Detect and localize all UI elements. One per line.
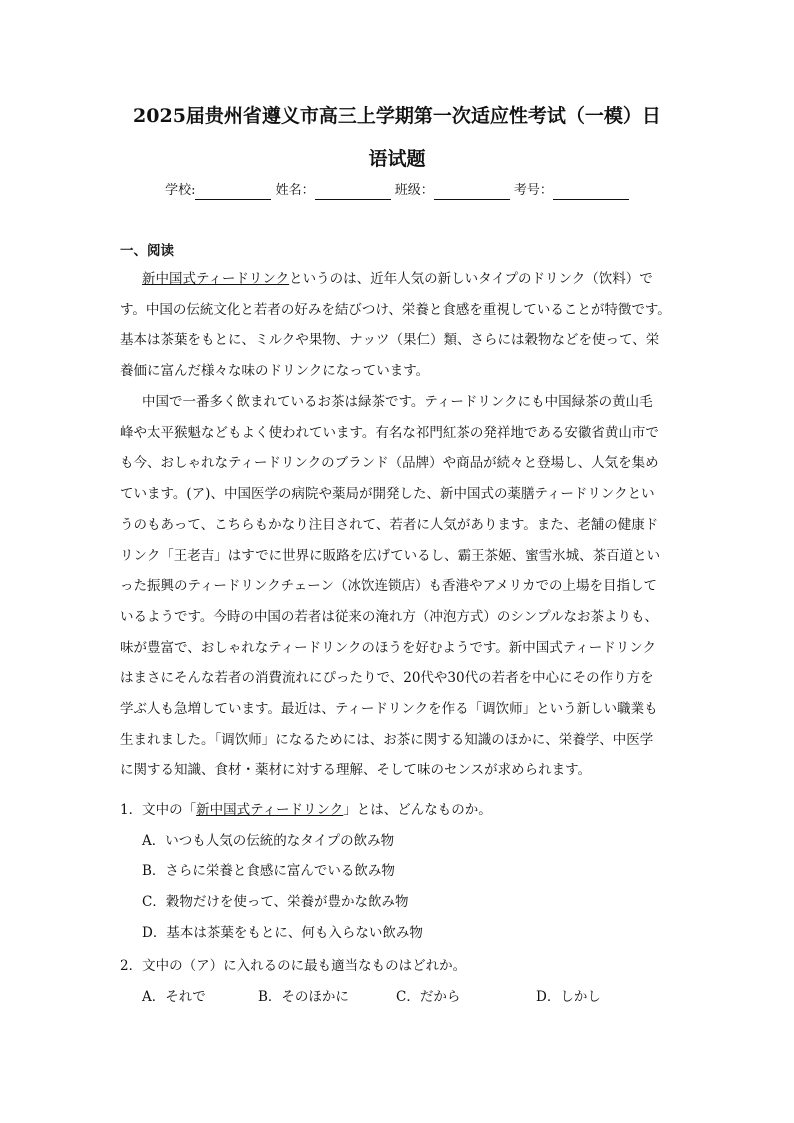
question-2-option-d[interactable]: D．しかし	[536, 989, 601, 1005]
name-label: 姓名：	[275, 183, 315, 198]
passage-line: 味が豊富で、おしゃれなティードリンクのほうを好むようです。新中国式ティードリンク	[120, 639, 656, 656]
question-2-option-a[interactable]: A．それで	[142, 989, 206, 1005]
passage-line: った振興のティードリンクチェーン（冰饮连锁店）も香港やアメリカでの上場を目指して	[120, 578, 658, 595]
passage-line: ています。(ア)、中国医学の病院や薬局が開発した、新中国式の薬膳ティードリンクとい	[120, 486, 655, 503]
student-info-row	[0, 182, 794, 200]
passage-paragraph-2	[120, 387, 680, 786]
passage-paragraph-1	[120, 264, 680, 387]
passage-line: 学ぶ人も急増しています。最近は、ティードリンクを作る「调饮师」という新しい職業も	[120, 701, 658, 718]
school-label: 学校:	[165, 183, 196, 198]
number-blank	[553, 185, 629, 200]
underlined-term: 新中国式ティードリンク	[142, 271, 290, 287]
number-label: 考号：	[513, 183, 553, 198]
school-blank	[195, 185, 271, 200]
question-1-prefix: 1．文中の「	[120, 802, 197, 818]
question-2: 2．文中の（ア）に入れるのに最も適当なものはどれか。	[120, 958, 467, 974]
passage-line: 基本は茶葉をもとに、ミルクや果物、ナッツ（果仁）類、さらには穀物などを使って、栄	[120, 332, 660, 349]
question-1-option-a[interactable]: A．いつも人気の伝統的なタイプの飲み物	[142, 833, 395, 849]
passage-line	[120, 264, 680, 295]
class-label: 班级：	[394, 183, 434, 198]
question-1-underlined: 新中国式ティードリンク	[196, 802, 344, 818]
question-1-option-d[interactable]: D．基本は茶葉をもとに、何も入らない飲み物	[142, 925, 423, 941]
passage-line: も今、おしゃれなティードリンクのブランド（品牌）や商品が続々と登場し、人気を集め	[120, 455, 659, 472]
question-2-option-b[interactable]: B．そのほかに	[258, 989, 349, 1005]
passage-text: というのは、近年人気の新しいタイプのドリンク（饮料）で	[289, 271, 653, 287]
question-2-option-c[interactable]: C．だから	[396, 989, 461, 1005]
passage-line: いるようです。今時の中国の若者は従来の淹れ方（冲泡方式）のシンプルなお茶よりも、	[120, 608, 659, 625]
passage-line: す。中国の伝統文化と若者の好みを結びつけ、栄養と食感を重視していることが特徴です。	[120, 301, 671, 318]
name-blank	[315, 185, 391, 200]
passage-line: 生まれました。「调饮师」になるためには、お茶に関する知識のほかに、栄養学、中医学	[120, 731, 654, 748]
question-1	[120, 801, 492, 819]
section-heading: 一、阅读	[120, 243, 174, 259]
passage-line: はまさにそんな若者の消費流れにぴったりで、20代や30代の若者を中心にその作り方を	[120, 670, 654, 687]
question-1-option-c[interactable]: C．穀物だけを使って、栄養が豊かな飲み物	[142, 894, 409, 910]
passage-line: うのもあって、こちらもかなり注目されて、若者に人気があります。また、老舗の健康ド	[120, 516, 659, 533]
passage-line: 養価に富んだ様々な味のドリンクになっています。	[120, 363, 430, 380]
passage-line: に関する知識、食材・薬材に対する理解、そして味のセンスが求められます。	[120, 762, 592, 779]
question-1-suffix: 」とは、どんなものか。	[343, 802, 492, 818]
passage-line: 峰や太平猴魁などもよく使われています。有名な祁門紅茶の発祥地である安徽省黄山市で	[120, 424, 659, 441]
passage-line: 中国で一番多く飲まれているお茶は緑茶です。ティードリンクにも中国緑茶の黄山毛	[142, 394, 653, 410]
passage-line: リンク「王老吉」はすでに世界に販路を広げているし、霸王茶姬、蜜雪氷城、茶百道とい	[120, 547, 661, 564]
question-1-option-b[interactable]: B．さらに栄養と食感に富んでいる飲み物	[142, 863, 395, 879]
exam-title-line1: 2025届贵州省遵义市高三上学期第一次适应性考试（一模）日	[133, 105, 661, 127]
exam-title-line2: 语试题	[368, 148, 426, 170]
class-blank	[434, 185, 510, 200]
